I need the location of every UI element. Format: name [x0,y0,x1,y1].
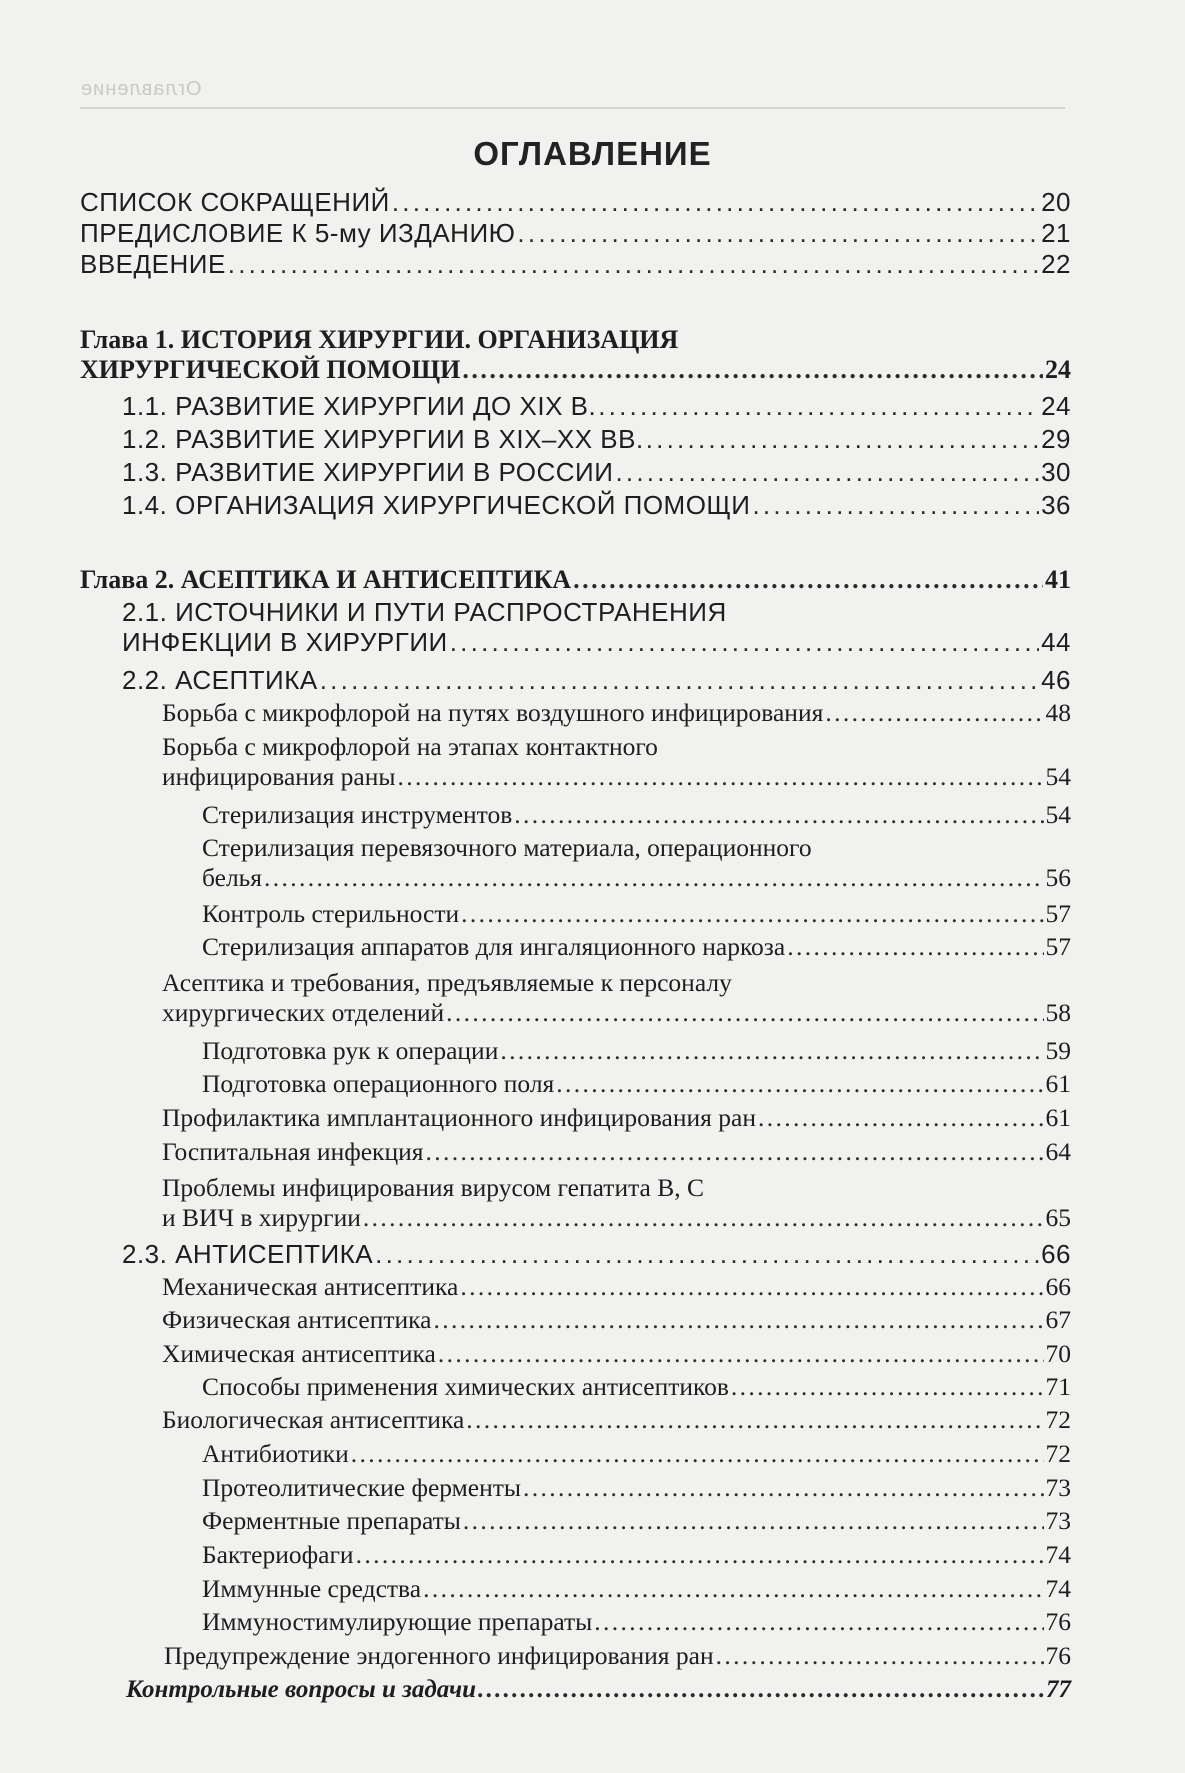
toc-entry-title: 1.4. ОРГАНИЗАЦИЯ ХИРУРГИЧЕСКОЙ ПОМОЩИ [122,490,751,520]
toc-page-number: 74 [1045,1574,1071,1603]
toc-entry-title-line1: Борьба с микрофлорой на этапах контактного [162,732,658,761]
toc-entry[interactable] [162,1405,1071,1435]
toc-entry-title: и ВИЧ в хирургии [162,1203,361,1232]
toc-entry[interactable] [122,597,1071,657]
toc-entry[interactable] [164,1641,1071,1671]
toc-entry-title-line1: Стерилизация перевязочного материала, операционного [202,833,812,862]
toc-page-number: 36 [1041,490,1071,520]
toc-page-number: 73 [1045,1506,1071,1535]
toc-entry[interactable] [202,1540,1071,1570]
toc-entry-title: Контроль стерильности [202,899,460,928]
toc-entry-title: Способы применения химических антисептиков [202,1372,729,1401]
toc-entry-title: Физическая антисептика [162,1305,432,1334]
toc-entry-chapter[interactable] [80,565,1071,595]
toc-page-number: 54 [1045,800,1071,829]
toc-page-number: 70 [1045,1339,1071,1368]
toc-page-number: 22 [1041,249,1071,279]
page-title: ОГЛАВЛЕНИЕ [473,135,712,172]
toc-entry-title: СПИСОК СОКРАЩЕНИЙ [80,187,390,217]
toc-entry[interactable] [162,1137,1071,1167]
toc-entry-title: Протеолитические ферменты [202,1473,522,1502]
toc-page-number: 57 [1045,932,1071,961]
toc-entry-title: Антибиотики [202,1439,349,1468]
toc-entry-title: Иммунные средства [202,1574,422,1603]
toc-page-number: 67 [1045,1305,1071,1334]
toc-page-number: 61 [1045,1103,1071,1132]
toc-page-number: 73 [1045,1473,1071,1502]
toc-entry[interactable] [202,899,1071,929]
toc-page-number: 65 [1045,1203,1071,1232]
toc-page-number: 72 [1045,1439,1071,1468]
toc-entry[interactable] [162,1272,1071,1302]
toc-entry[interactable] [202,932,1071,962]
toc-entry-review-questions[interactable] [126,1675,1071,1705]
toc-page-number: 54 [1045,762,1071,791]
toc-page-number: 64 [1045,1137,1071,1166]
toc-page-number: 76 [1045,1641,1071,1670]
toc-entry[interactable] [202,800,1071,830]
toc-page-number: 61 [1045,1069,1071,1098]
toc-entry-title: 1.3. РАЗВИТИЕ ХИРУРГИИ В РОССИИ [122,457,614,487]
toc-page-number: 58 [1045,998,1071,1027]
toc-page-number: 76 [1045,1607,1071,1636]
toc-entry[interactable] [162,698,1071,728]
toc-entry[interactable] [202,1506,1071,1536]
toc-entry-title: Химическая антисептика [162,1339,436,1368]
toc-entry-title: Ферментные препараты [202,1506,461,1535]
toc-entry-title: Контрольные вопросы и задачи [126,1676,476,1703]
toc-entry[interactable] [80,249,1071,279]
toc-entry-title: Подготовка рук к операции [202,1036,499,1065]
toc-entry[interactable] [122,490,1071,520]
toc-page-number: 56 [1045,863,1071,892]
toc-entry[interactable] [202,1574,1071,1604]
toc-entry[interactable] [122,457,1071,487]
toc-entry[interactable] [162,968,1071,1028]
toc-entry[interactable] [80,218,1071,248]
toc-page-number: 71 [1045,1372,1071,1401]
toc-page-number: 24 [1041,391,1071,421]
toc-entry-title: Механическая антисептика [162,1272,459,1301]
toc-entry[interactable] [202,833,1071,893]
toc-entry-title: Биологическая антисептика [162,1405,465,1434]
toc-entry-title-line1: Асептика и требования, предъявляемые к персоналу [162,968,732,997]
toc-entry-title: белья [202,863,263,892]
toc-page-number: 77 [1046,1676,1071,1703]
toc-entry[interactable] [122,665,1071,695]
toc-entry-title: ХИРУРГИЧЕСКОЙ ПОМОЩИ [80,355,461,384]
toc-page-number: 41 [1045,565,1071,594]
toc-entry-title: ПРЕДИСЛОВИЕ К 5-му ИЗДАНИЮ [80,218,516,248]
toc-entry-title-line1: Проблемы инфицирования вирусом гепатита В, С [162,1173,705,1202]
toc-entry[interactable] [162,1339,1071,1369]
toc-entry-title: Глава 2. АСЕПТИКА И АНТИСЕПТИКА [80,565,572,594]
toc-entry-title: Подготовка операционного поля [202,1069,555,1098]
toc-entry-title: 1.1. РАЗВИТИЕ ХИРУРГИИ ДО XIX В. [122,391,597,421]
toc-entry-title: Борьба с микрофлорой на путях воздушного инфицирования [162,698,824,727]
toc-page-number: 24 [1045,355,1071,384]
toc-entry-title: ВВЕДЕНИЕ [80,249,226,279]
toc-page-number: 20 [1041,187,1071,217]
toc-entry-title: Госпитальная инфекция [162,1137,424,1166]
toc-page-number: 48 [1045,698,1071,727]
toc-entry-chapter[interactable] [80,325,1071,385]
toc-entry[interactable] [162,1103,1071,1133]
toc-entry[interactable] [162,1305,1071,1335]
toc-entry[interactable] [202,1036,1071,1066]
toc-page-number: 21 [1041,218,1071,248]
toc-entry-title: Стерилизация инструментов [202,800,513,829]
toc-entry[interactable] [202,1439,1071,1469]
toc-entry[interactable] [162,732,1071,792]
toc-entry-title: Бактериофаги [202,1540,354,1569]
toc-entry[interactable] [122,391,1071,421]
toc-page-number: 44 [1041,627,1071,657]
toc-page-number: 66 [1041,1239,1071,1269]
toc-entry-title: 2.3. АНТИСЕПТИКА [122,1239,374,1269]
toc-page-number: 59 [1045,1036,1071,1065]
toc-entry-title: хирургических отделений [162,998,445,1027]
toc-entry-title: ИНФЕКЦИИ В ХИРУРГИИ [122,627,448,657]
toc-page-number: 66 [1045,1272,1071,1301]
header-rule [80,107,1065,109]
toc-entry[interactable] [202,1372,1071,1402]
toc-entry[interactable] [202,1607,1071,1637]
toc-page-number: 57 [1045,899,1071,928]
toc-page-number: 46 [1041,665,1071,695]
toc-entry[interactable] [80,187,1071,217]
toc-entry-title: Профилактика имплантационного инфицирования ран [162,1103,756,1132]
toc-page-number: 74 [1045,1540,1071,1569]
toc-page-number: 29 [1041,424,1071,454]
toc-entry[interactable] [202,1473,1071,1503]
toc-entry[interactable] [162,1173,1071,1233]
toc-entry-title-line1: 2.1. ИСТОЧНИКИ И ПУТИ РАСПРОСТРАНЕНИЯ [122,597,727,627]
toc-entry-title: Стерилизация аппаратов для ингаляционного наркоза [202,932,786,961]
toc-page-number: 72 [1045,1405,1071,1434]
toc-entry-title-line1: Глава 1. ИСТОРИЯ ХИРУРГИИ. ОРГАНИЗАЦИЯ [80,325,679,354]
toc-entry[interactable] [122,424,1071,454]
toc-page-number: 30 [1041,457,1071,487]
toc-entry[interactable] [122,1239,1071,1269]
running-header-bleedthrough: Оглавление [80,78,202,100]
toc-entry-title: 1.2. РАЗВИТИЕ ХИРУРГИИ В XIX–XX ВВ. [122,424,644,454]
toc-entry-title: Предупреждение эндогенного инфицирования ран [164,1641,714,1670]
toc-entry-title: Иммуностимулирующие препараты [202,1607,593,1636]
toc-entry-title: 2.2. АСЕПТИКА [122,665,318,695]
toc-entry-title: инфицирования раны [162,762,396,791]
toc-entry[interactable] [202,1069,1071,1099]
